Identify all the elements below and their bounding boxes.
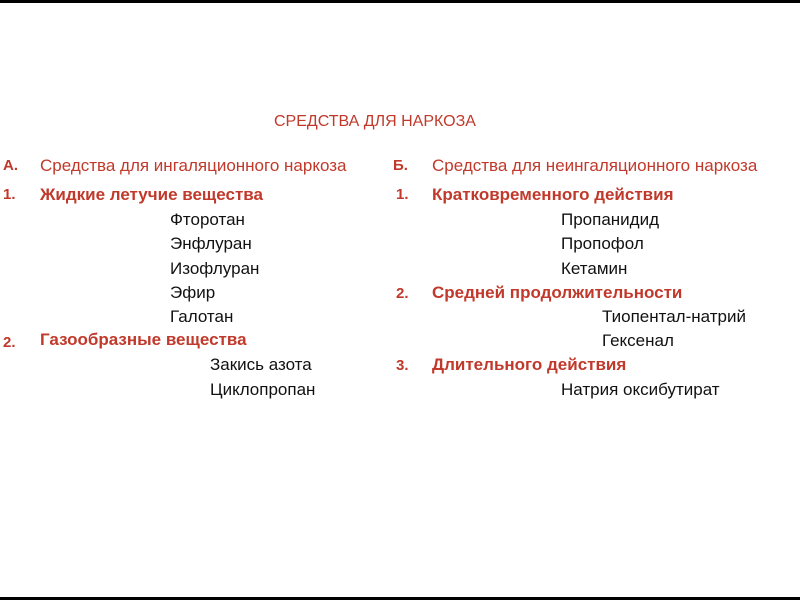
right-group2-item: Гексенал	[602, 331, 674, 350]
right-group1-item: Кетамин	[561, 259, 628, 278]
right-section-heading: Средства для неингаляционного наркоза	[432, 156, 758, 175]
right-group1-label: Кратковременного действия	[432, 185, 674, 204]
right-group3-number: 3.	[396, 357, 409, 374]
left-group2-number: 2.	[3, 334, 16, 351]
left-group2-item: Циклопропан	[210, 380, 316, 399]
left-group2-item: Закись азота	[210, 355, 312, 374]
left-section-marker: A.	[3, 157, 18, 174]
left-group1-item: Энфлуран	[170, 234, 252, 253]
right-group3-item: Натрия оксибутират	[561, 380, 720, 399]
right-group2-number: 2.	[396, 285, 409, 302]
right-group1-item: Пропофол	[561, 234, 644, 253]
right-group1-number: 1.	[396, 186, 409, 203]
left-group2-label: Газообразные вещества	[40, 330, 247, 349]
right-group1-item: Пропанидид	[561, 210, 660, 229]
right-group3-label: Длительного действия	[432, 355, 627, 374]
left-section-heading: Средства для ингаляционного наркоза	[40, 156, 347, 175]
left-group1-item: Галотан	[170, 307, 234, 326]
left-group1-number: 1.	[3, 186, 16, 203]
slide-title: СРЕДСТВА ДЛЯ НАРКОЗА	[274, 113, 476, 130]
right-section-marker: Б.	[393, 157, 408, 174]
right-group2-label: Средней продолжительности	[432, 283, 683, 302]
right-group2-item: Тиопентал-натрий	[602, 307, 746, 326]
left-group1-item: Фторотан	[170, 210, 245, 229]
left-group1-item: Эфир	[170, 283, 216, 302]
left-group1-label: Жидкие летучие вещества	[40, 185, 263, 204]
left-group1-item: Изофлуран	[170, 259, 260, 278]
